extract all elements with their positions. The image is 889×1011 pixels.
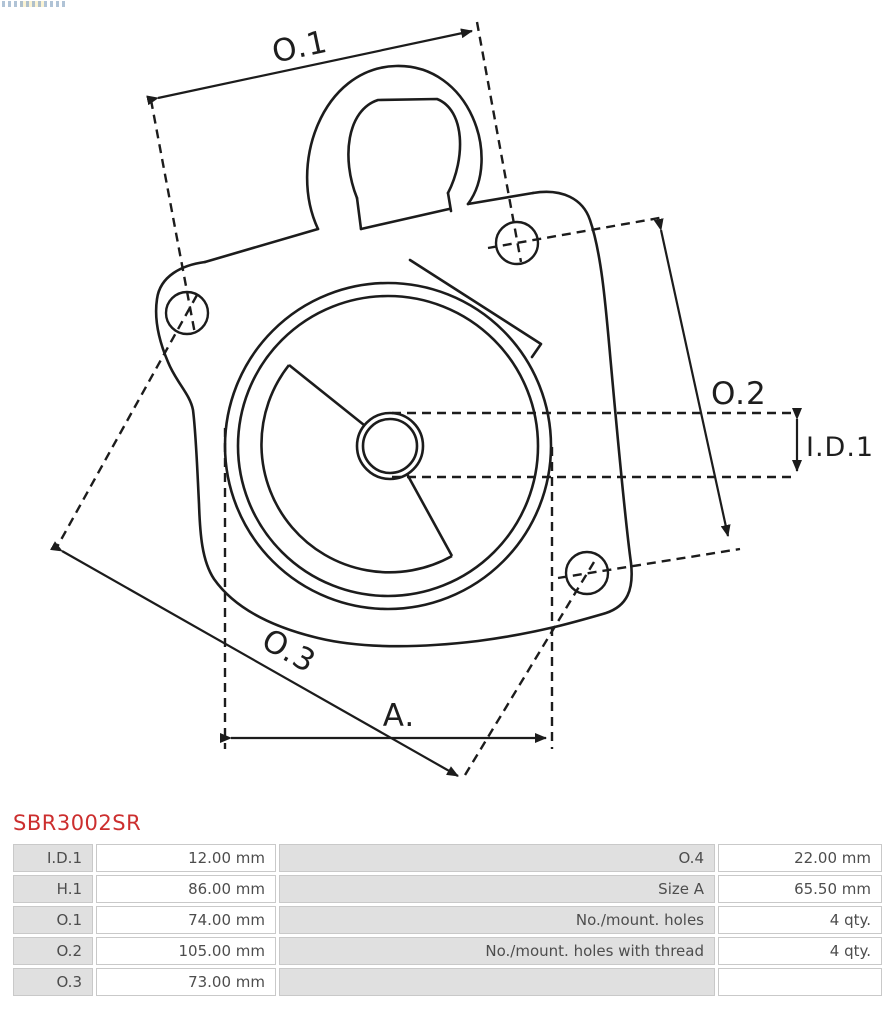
product-code-link[interactable]: SBR3002SR (13, 811, 142, 835)
hub-outer (357, 413, 423, 479)
spec-label: No./mount. holes with thread (279, 937, 715, 965)
spec-value: 4 qty. (718, 937, 882, 965)
table-row (13, 937, 882, 965)
table-row (13, 875, 882, 903)
bore-circles (225, 283, 551, 609)
spec-label: H.1 (13, 875, 93, 903)
construction-lines (57, 22, 797, 780)
spec-value: 22.00 mm (718, 844, 882, 872)
rotor-arc (261, 365, 452, 572)
spec-value (718, 968, 882, 996)
hole-bottom-right (566, 552, 608, 594)
spec-value: 12.00 mm (96, 844, 276, 872)
spec-label: O.3 (13, 968, 93, 996)
spec-value: 74.00 mm (96, 906, 276, 934)
spec-table (10, 841, 885, 999)
table-row (13, 968, 882, 996)
table-row (13, 844, 882, 872)
spec-value: 73.00 mm (96, 968, 276, 996)
spec-label (279, 968, 715, 996)
hub-inner (363, 419, 417, 473)
loop-inner (348, 99, 460, 198)
dim-line-o3 (62, 551, 458, 776)
spec-label: O.1 (13, 906, 93, 934)
flange-outline (156, 66, 632, 646)
dim-label-o3: O.3 (255, 622, 322, 681)
spec-value: 105.00 mm (96, 937, 276, 965)
dim-label-o2: O.2 (711, 376, 767, 412)
spec-label: O.4 (279, 844, 715, 872)
dim-label-o1: O.1 (268, 23, 331, 71)
spec-value: 86.00 mm (96, 875, 276, 903)
spec-label: No./mount. holes (279, 906, 715, 934)
spec-value: 4 qty. (718, 906, 882, 934)
dim-label-a: A. (382, 698, 416, 734)
mounting-holes (166, 222, 608, 594)
dim-label-id1: I.D.1 (806, 432, 875, 463)
spec-value: 65.50 mm (718, 875, 882, 903)
loop-outer (307, 66, 481, 229)
spec-label: O.2 (13, 937, 93, 965)
dimension-lines (62, 31, 797, 776)
table-row (13, 906, 882, 934)
hole-top-right (496, 222, 538, 264)
spec-label: I.D.1 (13, 844, 93, 872)
spec-label: Size A (279, 875, 715, 903)
